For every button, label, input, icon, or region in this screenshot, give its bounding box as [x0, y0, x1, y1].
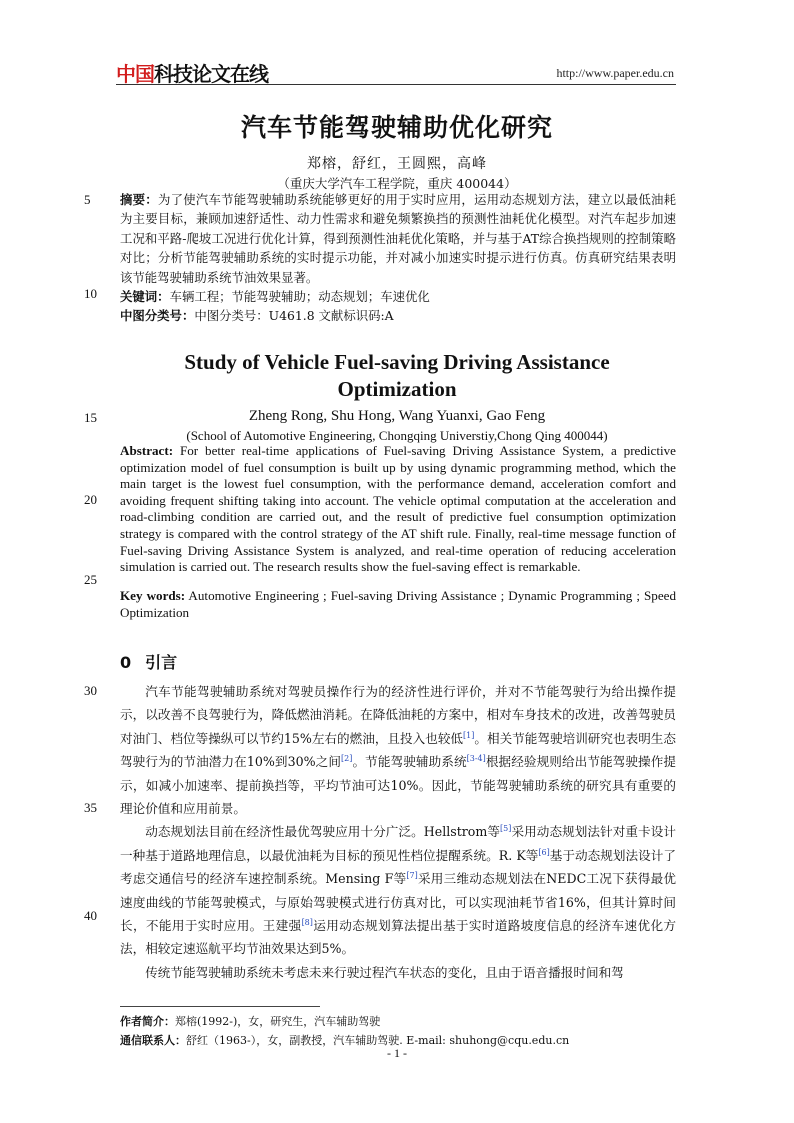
line-number: 30 [84, 683, 97, 698]
section-heading [120, 650, 177, 673]
affiliation-en: (School of Automotive Engineering, Chongqing Universtiy,Chong Qing 400044) [186, 428, 608, 443]
footnote-divider [120, 1006, 320, 1007]
line-number: 10 [84, 286, 97, 301]
section-title: 引言 [145, 653, 178, 672]
logo-red-text: 中国 [116, 62, 154, 86]
keywords-en-label: Key words: [120, 588, 186, 603]
text-run: 基于动态规划法设计了考虑交通信号的经济车速控制系统。Mensing F等 [120, 847, 676, 887]
footnote-author-label: 作者简介： [120, 1015, 175, 1028]
paragraph [120, 680, 676, 820]
paragraph [120, 961, 676, 984]
affiliation-zh: （重庆大学汽车工程学院，重庆 400044） [277, 176, 517, 191]
keywords-zh-text: 车辆工程；节能驾驶辅助；动态规划；车速优化 [169, 289, 430, 305]
authors-zh: 郑榕，舒红，王圆熙，高峰 [307, 156, 487, 172]
line-number: 5 [84, 192, 91, 207]
keywords-zh [120, 287, 676, 306]
abstract-en-label: Abstract: [120, 443, 174, 458]
logo-black-text: 科技论文在线 [154, 62, 268, 86]
classification-zh-label: 中图分类号： [120, 308, 195, 324]
paragraph [120, 820, 676, 960]
citation-link[interactable]: [8] [301, 917, 313, 927]
text-run: 动态规划法目前在经济性最优驾驶应用十分广泛。Hellstrom等 [145, 824, 501, 840]
section-number: 0 [120, 653, 132, 672]
text-run: 采用动态规划法针对重卡设计一种基于道路地理信息，以最优油耗为目标的预见性档位提醒系统。R. K等 [120, 824, 676, 863]
line-number: 20 [84, 492, 97, 507]
paper-title-en [0, 349, 794, 403]
line-number: 15 [84, 410, 97, 425]
footnote-contact-text: 舒红（1963-），女，副教授，汽车辅助驾驶. E-mail: shuhong@cqu.edu.cn [186, 1034, 570, 1047]
keywords-zh-label: 关键词： [120, 289, 170, 305]
footnote-contact-label: 通信联系人： [120, 1034, 186, 1047]
footnote-author [120, 1012, 680, 1031]
abstract-zh-label: 摘要： [120, 192, 158, 207]
citation-link[interactable]: [3-4] [466, 754, 486, 764]
text-run: 。相关节能驾驶培训研究也表明生态驾驶行为的节油潜力在10%到30%之间 [120, 730, 676, 770]
text-run: 运用动态规划算法提出基于实时道路坡度信息的经济车速优化方法，相较定速巡航平均节油效果达到5%。 [120, 918, 677, 957]
line-number: 35 [84, 800, 97, 815]
body-text [120, 680, 676, 984]
paper-title-zh: 汽车节能驾驶辅助优化研究 [240, 113, 553, 142]
text-run: 根据经验规则给出节能驾驶操作提示，如减小加速率、提前换挡等，平均节油可达10%。因此，节能驾驶辅助系统的研究具有重要的理论价值和应用前景。 [120, 754, 677, 817]
line-number: 25 [84, 572, 97, 587]
text-run: 。节能驾驶辅助系统 [352, 754, 467, 770]
header-url[interactable]: http://www.paper.edu.cn [556, 66, 674, 80]
citation-link[interactable]: [7] [406, 871, 418, 881]
citation-link[interactable]: [1] [463, 730, 475, 740]
footnote-author-text: 郑榕(1992-)，女，研究生，汽车辅助驾驶 [175, 1015, 381, 1028]
keywords-en [120, 587, 676, 621]
paper-title-en-line2: Optimization [337, 377, 457, 401]
text-run: 采用三维动态规划法在NEDC工况下获得最优速度曲线的节能驾驶模式，与原始驾驶模式进行仿真对比，可以实现油耗节省16%，但其计算时间长，不能用于实时应用。王建强 [120, 871, 676, 934]
classification-zh-text: 中图分类号：U461.8 文献标识码:A [194, 308, 394, 324]
text-run: 传统节能驾驶辅助系统未考虑未来行驶过程汽车状态的变化，且由于语音播报时间和驾 [145, 964, 624, 980]
abstract-zh-text: 为了使汽车节能驾驶辅助系统能够更好的用于实时应用，运用动态规划方法，建立以最低油耗为主要目标，兼顾加速舒适性、动力性需求和避免频繁换挡的预测性油耗优化模型。对汽车起步加速工况和平路-爬坡工况进行优化计算，得到预测性油耗优化策略，并与基于AT综合换挡规则的控制策略对比；分析节能驾驶辅助系统的实时提示功能，并对减小加速实时提示进行仿真。仿真研究结果表明该节能驾驶辅助系统节油效果显著。 [120, 192, 677, 285]
footnotes [120, 1012, 680, 1050]
classification-zh [120, 306, 676, 325]
authors-en: Zheng Rong, Shu Hong, Wang Yuanxi, Gao Feng [248, 408, 546, 424]
site-logo [116, 58, 268, 87]
line-number: 40 [84, 908, 97, 923]
page-number: - 1 - [387, 1046, 407, 1060]
citation-link[interactable]: [6] [538, 847, 550, 857]
keywords-en-text: Automotive Engineering ; Fuel-saving Driving Assistance ; Dynamic Programming ; Speed Optimization [120, 588, 676, 620]
paper-title-en-line1: Study of Vehicle Fuel-saving Driving Assistance [184, 350, 610, 374]
abstract-zh [120, 190, 676, 325]
abstract-en-text: For better real-time applications of Fuel-saving Driving Assistance System, a predictive optimization model of fuel consumption is built up by using dynamic programming method, which the main target is the lowest fuel consumption, with the performance demand, acceleration comfort and avoiding frequent shifting taking into account. The vehicle optimal computation at the acceleration and road-climbing condition are carried out, and the result of predictive fuel consumption optimization strategy is compared with the control strategy of the AT shift rule. Finally, real-time message function of Fuel-saving Driving Assistance System is analyzed, and real-time operation of reducing acceleration simulation is carried out. The research results show the fuel-saving effect is remarkable. [120, 443, 676, 575]
citation-link[interactable]: [5] [500, 824, 512, 834]
citation-link[interactable]: [2] [341, 754, 353, 764]
text-run: 汽车节能驾驶辅助系统对驾驶员操作行为的经济性进行评价，并对不节能驾驶行为给出操作提示，以改善不良驾驶行为，降低燃油消耗。在降低油耗的方案中，相对车身技术的改进，改善驾驶员对油门、档位等操纵可以节约15%左右的燃油，且投入也较低 [120, 684, 676, 746]
abstract-en [120, 443, 676, 576]
header-divider [116, 84, 676, 85]
